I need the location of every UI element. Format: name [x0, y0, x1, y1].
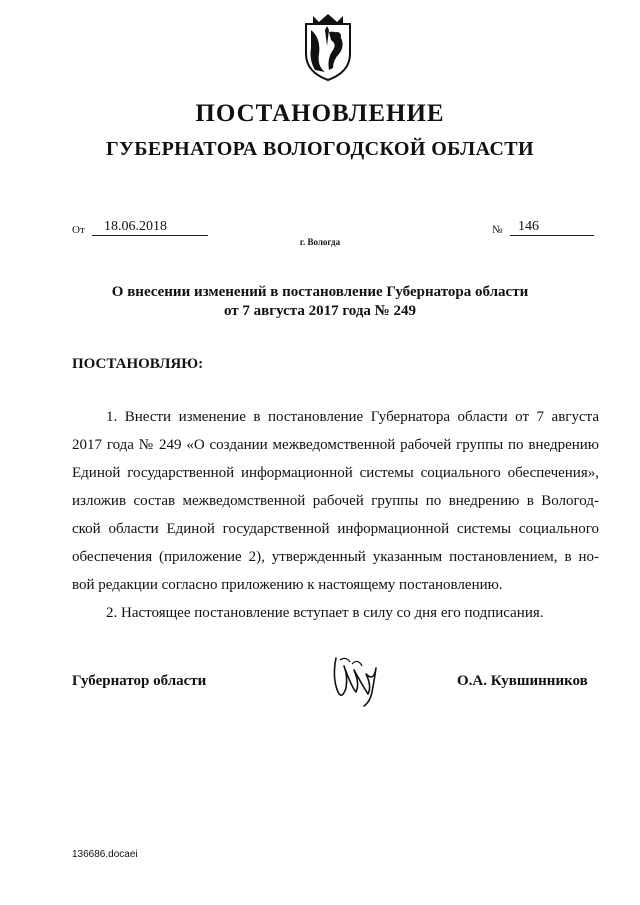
signer-title: Губернатор области: [72, 673, 207, 689]
handwritten-signature-icon: [330, 648, 382, 708]
subject-line-1: О внесении изменений в постановление Губернатора области: [111, 284, 529, 300]
paragraph-2: 2. Настоящее постановление вступает в силу со дня его подписания.: [106, 605, 544, 621]
paragraph-1-line: Единой государственной информационной системы социального обеспечения»,: [72, 465, 599, 481]
city-label: г. Вологда: [299, 237, 341, 247]
document-number: 146: [510, 218, 594, 236]
file-identifier: 136686.docaei: [72, 849, 138, 860]
coat-of-arms-icon: [303, 10, 353, 82]
document-body: [72, 403, 599, 627]
paragraph-1-line: 2017 года № 249 «О создании межведомственной рабочей группы по внедрению: [72, 437, 599, 453]
paragraph-1-line: вой редакции согласно приложению к настоящему постановлению.: [72, 577, 503, 593]
document-title: ПОСТАНОВЛЕНИЕ: [195, 100, 445, 127]
subject-line-2: от 7 августа 2017 года № 249: [224, 303, 416, 319]
document-date: 18.06.2018: [92, 218, 208, 236]
paragraph-1-line: изложив состав межведомственной рабочей группы по внедрению в Вологод-: [72, 493, 599, 509]
paragraph-1-line: ской области Единой государственной информационной системы социального: [72, 521, 599, 537]
number-prefix: №: [492, 224, 503, 236]
signer-name: О.А. Кувшинников: [457, 673, 588, 689]
decree-heading: ПОСТАНОВЛЯЮ:: [72, 356, 204, 372]
document-subject: [0, 283, 640, 321]
document-subtitle: ГУБЕРНАТОРА ВОЛОГОДСКОЙ ОБЛАСТИ: [106, 138, 534, 160]
paragraph-1-line: обеспечения (приложение 2), утвержденный указанным постановлением, в но-: [72, 549, 599, 565]
paragraph-1-line: 1. Внести изменение в постановление Губернатора области от 7 августа: [106, 409, 599, 425]
date-prefix: От: [72, 224, 85, 236]
